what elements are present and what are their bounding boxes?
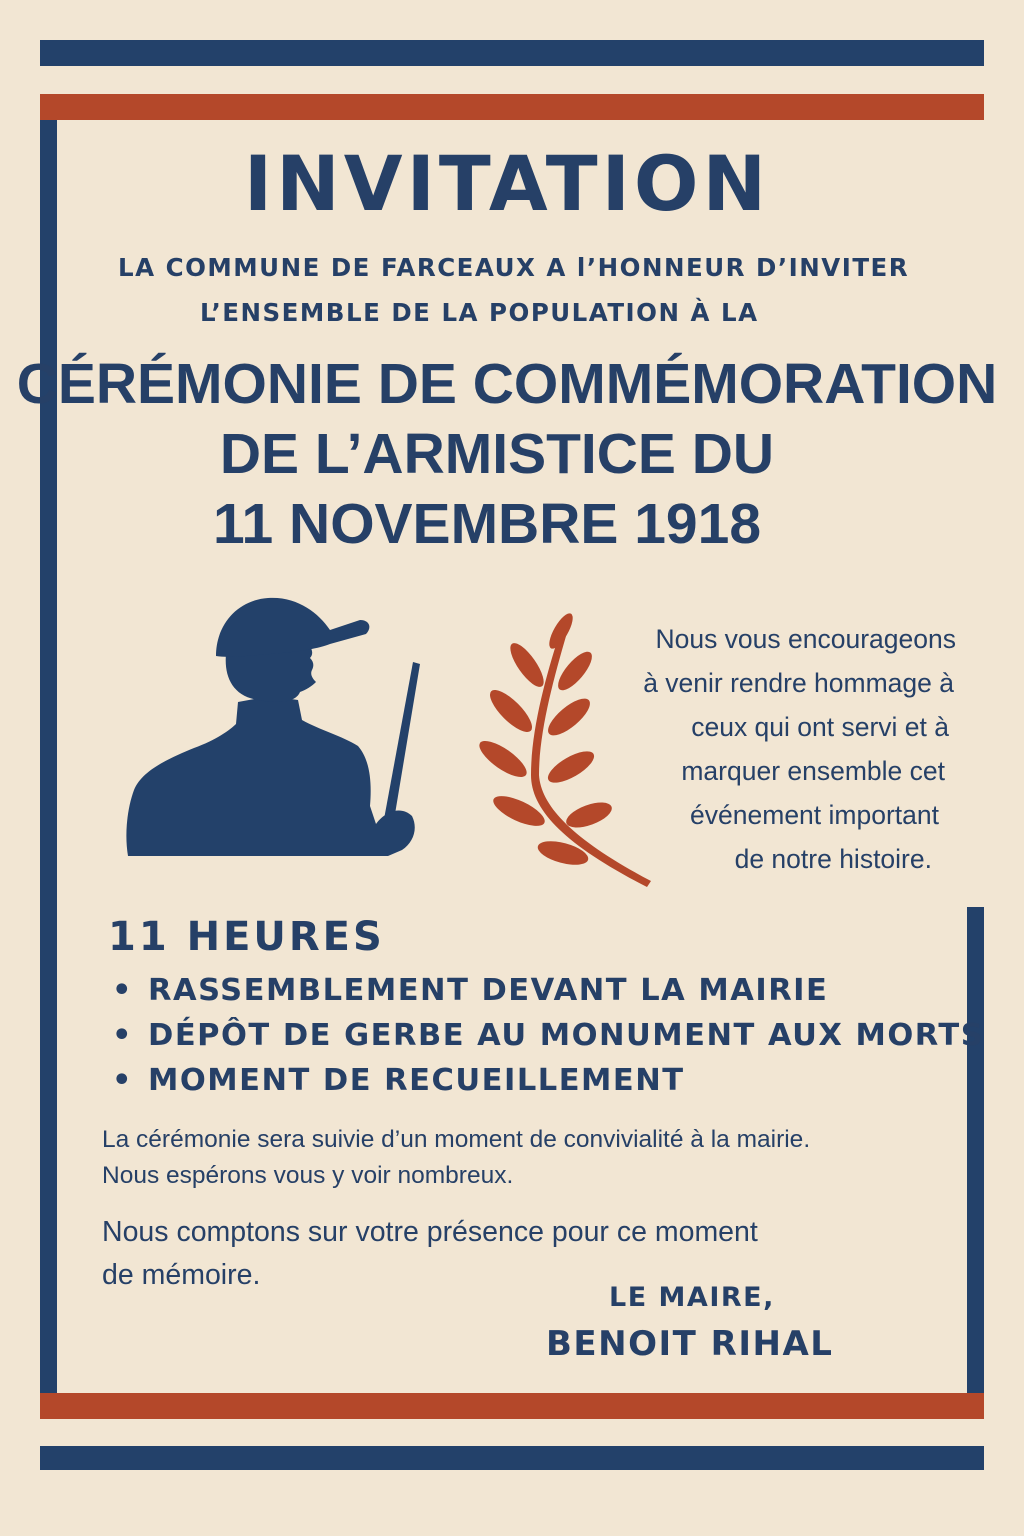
ceremony-heading-line-2: DE L’ARMISTICE DU (219, 422, 775, 486)
laurel-branch-icon (465, 605, 655, 890)
left-navy-border (40, 120, 57, 1393)
message-line-5: événement important (690, 800, 939, 830)
message-line-3: ceux qui ont servi et à (691, 712, 949, 742)
message-line-1: Nous vous encourageons (655, 624, 956, 654)
bottom-rust-stripe (40, 1393, 984, 1419)
schedule-item (112, 968, 828, 1014)
message-line-2: à venir rendre hommage à (643, 668, 954, 698)
invitation-title: INVITATION (243, 139, 771, 228)
intro-line-1: LA COMMUNE DE FARCEAUX A l’HONNEUR D’INVITER (118, 253, 910, 282)
closing-line-2: de mémoire. (102, 1259, 261, 1291)
schedule-item-label: RASSEMBLEMENT DEVANT LA MAIRIE (148, 973, 829, 1008)
right-navy-border (967, 907, 984, 1393)
signature-name: BENOIT RIHAL (546, 1324, 834, 1364)
schedule-item (112, 1013, 984, 1059)
schedule-item-label: DÉPÔT DE GERBE AU MONUMENT AUX MORTS (148, 1018, 985, 1053)
note-line-1: La cérémonie sera suivie d’un moment de convivialité à la mairie. (102, 1126, 811, 1153)
schedule-time: 11 HEURES (108, 914, 385, 960)
ceremony-heading-line-3: 11 NOVEMBRE 1918 (212, 492, 762, 556)
schedule-item (112, 1058, 685, 1104)
intro-line-2: L’ENSEMBLE DE LA POPULATION À LA (200, 298, 759, 327)
soldier-silhouette-icon (120, 584, 430, 856)
bullet-icon: • (112, 973, 133, 1008)
note-line-2: Nous espérons vous y voir nombreux. (102, 1162, 514, 1189)
message-line-4: marquer ensemble cet (681, 756, 945, 786)
bullet-icon: • (112, 1018, 133, 1053)
bullet-icon: • (112, 1063, 133, 1098)
closing-line-1: Nous comptons sur votre présence pour ce moment (102, 1216, 758, 1248)
message-line-6: de notre histoire. (734, 844, 932, 874)
top-rust-stripe (40, 94, 984, 120)
bottom-navy-stripe (40, 1446, 984, 1470)
schedule-item-label: MOMENT DE RECUEILLEMENT (148, 1063, 685, 1098)
ceremony-heading-line-1: CÉRÉMONIE DE COMMÉMORATION (16, 352, 998, 416)
top-navy-stripe (40, 40, 984, 66)
signature-role: LE MAIRE, (609, 1282, 775, 1313)
